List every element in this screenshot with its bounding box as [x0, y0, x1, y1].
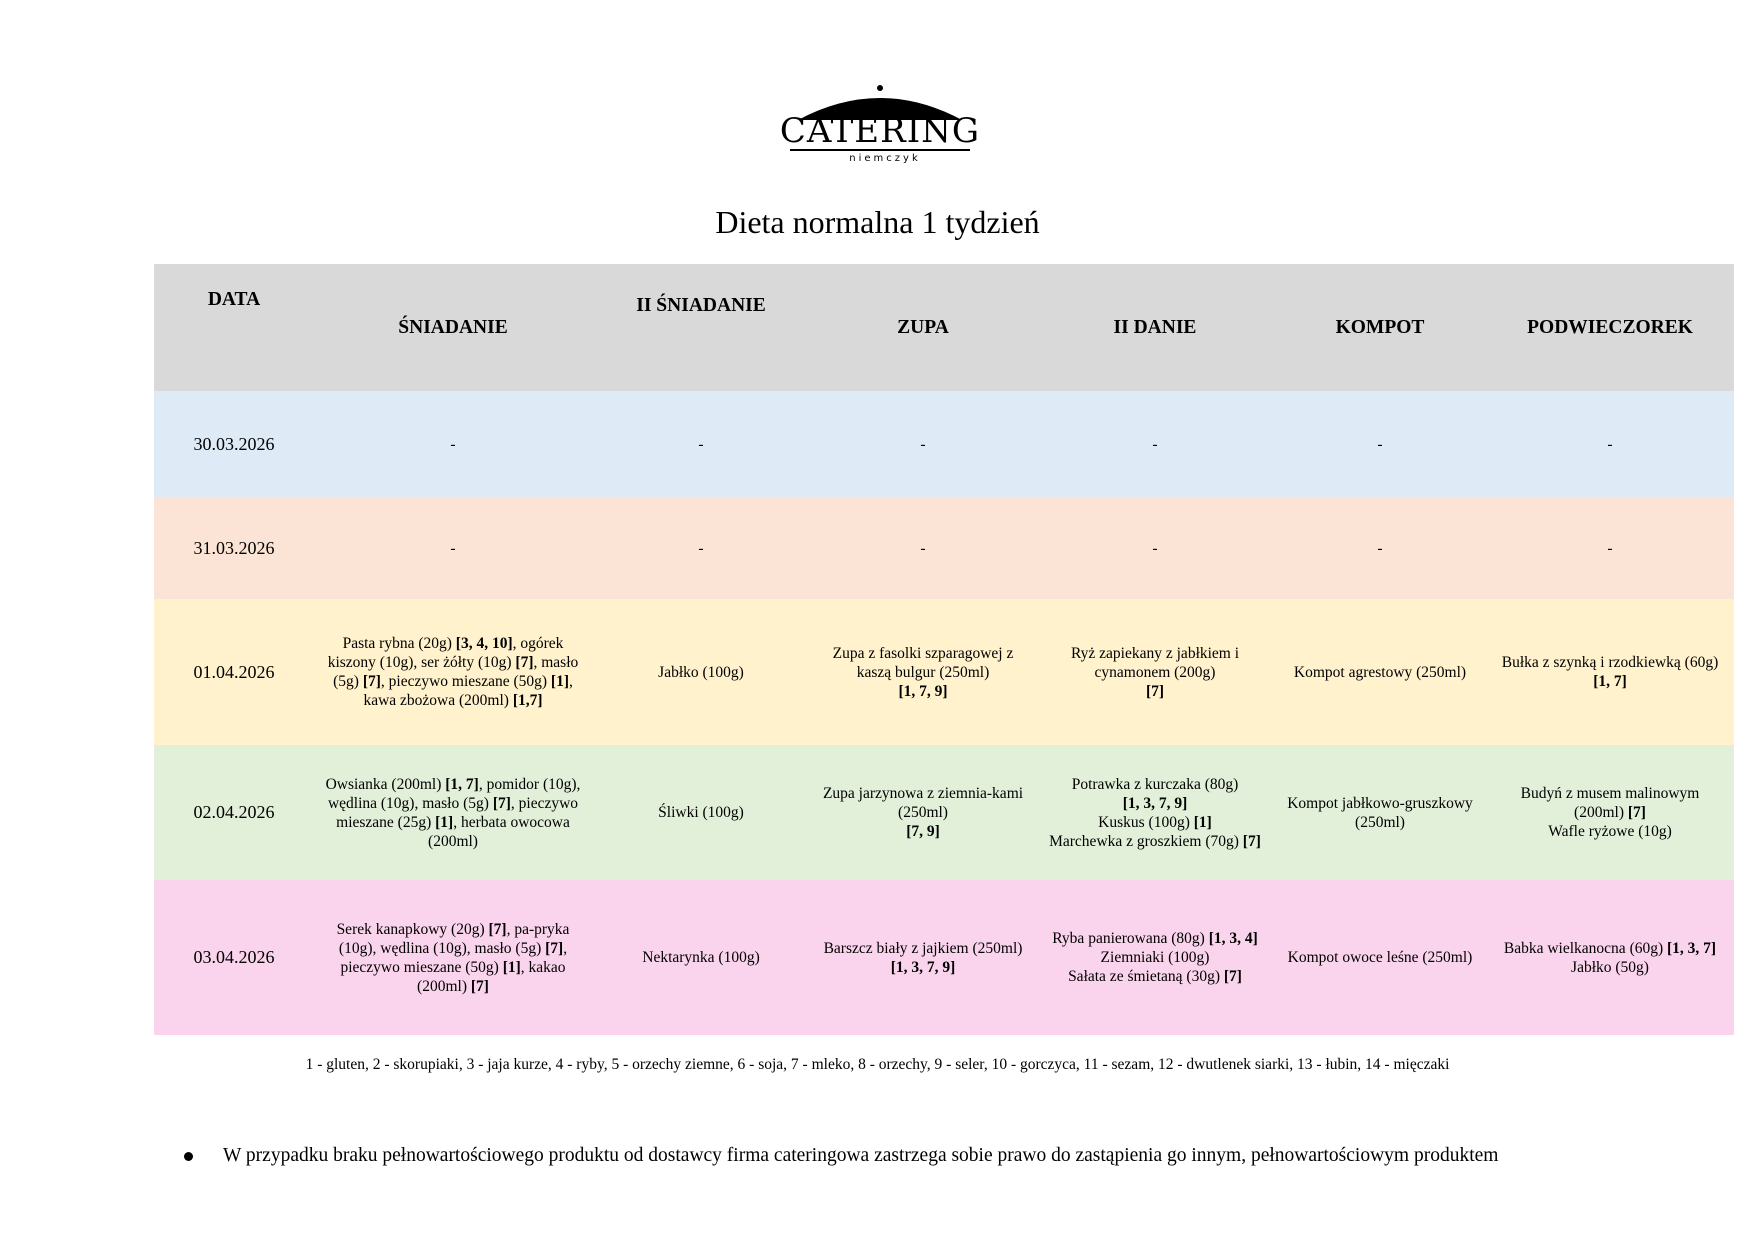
header-podwieczorek: PODWIECZOREK: [1486, 264, 1734, 391]
allergen-legend: 1 - gluten, 2 - skorupiaki, 3 - jaja kurze, 4 - ryby, 5 - orzechy ziemne, 6 - soja, 7 - mleko, 8 - orzechy, 9 - seler, 10 - gorczyca, 11 - sezam, 12 - dwutlenek siarki, 13 - łubin, 14 - mięczaki: [305, 1056, 1450, 1073]
meal-cell: Budyń z musem malinowym (200ml) [7] Wafle ryżowe (10g): [1486, 745, 1734, 880]
meal-cell: Ryż zapiekany z jabłkiem i cynamonem (200g) [7]: [1036, 599, 1274, 745]
header-row: [154, 264, 1734, 391]
meal-cell: Kompot owoce leśne (250ml): [1274, 880, 1486, 1035]
page-title: Dieta normalna 1 tydzień: [715, 204, 1040, 240]
meal-cell: Nektarynka (100g): [592, 880, 810, 1035]
meal-cell: Ryba panierowana (80g) [1, 3, 4] Ziemniaki (100g) Sałata ze śmietaną (30g) [7]: [1036, 880, 1274, 1035]
meal-cell: Potrawka z kurczaka (80g) [1, 3, 7, 9] Kuskus (100g) [1] Marchewka z groszkiem (70g) [7]: [1036, 745, 1274, 880]
meal-cell: Jabłko (100g): [592, 599, 810, 745]
meal-cell: Kompot agrestowy (250ml): [1274, 599, 1486, 745]
meal-cell: -: [1274, 497, 1486, 599]
meal-cell: Serek kanapkowy (20g) [7], pa-pryka (10g), wędlina (10g), masło (5g) [7], pieczywo mieszane (50g) [1], kakao (200ml) [7]: [314, 880, 592, 1035]
table-row: [154, 391, 1734, 497]
date-cell: 30.03.2026: [154, 391, 314, 497]
meal-cell: Zupa z fasolki szparagowej z kaszą bulgur (250ml) [1, 7, 9]: [810, 599, 1036, 745]
header-data: DATA: [154, 264, 314, 391]
meal-cell: -: [1486, 391, 1734, 497]
header-ii-sniadanie: II ŚNIADANIE: [592, 264, 810, 391]
date-cell: 03.04.2026: [154, 880, 314, 1035]
menu-table: [154, 264, 1734, 1035]
cloche-logo-graphic: [780, 80, 980, 170]
meal-cell: Kompot jabłkowo-gruszkowy (250ml): [1274, 745, 1486, 880]
table-row: [154, 745, 1734, 880]
catering-logo: [780, 80, 980, 170]
table-row: [154, 497, 1734, 599]
meal-cell: Bułka z szynką i rzodkiewką (60g) [1, 7]: [1486, 599, 1734, 745]
date-cell: 31.03.2026: [154, 497, 314, 599]
meal-cell: -: [592, 497, 810, 599]
meal-cell: Owsianka (200ml) [1, 7], pomidor (10g), wędlina (10g), masło (5g) [7], pieczywo mieszane (25g) [1], herbata owocowa (200ml): [314, 745, 592, 880]
logo-brand-text: CATERING: [780, 111, 980, 151]
date-cell: 01.04.2026: [154, 599, 314, 745]
meal-cell: -: [314, 391, 592, 497]
meal-cell: Śliwki (100g): [592, 745, 810, 880]
meal-cell: Zupa jarzynowa z ziemnia-kami (250ml) [7, 9]: [810, 745, 1036, 880]
header-sniadanie: ŚNIADANIE: [314, 264, 592, 391]
table-row: [154, 599, 1734, 745]
note-text: W przypadku braku pełnowartościowego produktu od dostawcy firma cateringowa zastrzega sobie prawo do zastąpienia go innym, pełnowartościowym produktem: [223, 1145, 1499, 1166]
logo-sub-text: niemczyk: [849, 153, 921, 164]
meal-cell: Barszcz biały z jajkiem (250ml) [1, 3, 7, 9]: [810, 880, 1036, 1035]
meal-cell: -: [810, 391, 1036, 497]
meal-cell: -: [810, 497, 1036, 599]
meal-cell: -: [1274, 391, 1486, 497]
meal-cell: Babka wielkanocna (60g) [1, 3, 7] Jabłko (50g): [1486, 880, 1734, 1035]
meal-cell: -: [1486, 497, 1734, 599]
meal-cell: -: [1036, 391, 1274, 497]
meal-cell: -: [1036, 497, 1274, 599]
header-ii-danie: II DANIE: [1036, 264, 1274, 391]
meal-cell: -: [592, 391, 810, 497]
header-zupa: ZUPA: [810, 264, 1036, 391]
substitution-note: [184, 1145, 1604, 1167]
meal-cell: Pasta rybna (20g) [3, 4, 10], ogórek kiszony (10g), ser żółty (10g) [7], masło (5g) [7], pieczywo mieszane (50g) [1], kawa zbożowa (200ml) [1,7]: [314, 599, 592, 745]
bullet-icon: [184, 1152, 193, 1161]
meal-cell: -: [314, 497, 592, 599]
table-row: [154, 880, 1734, 1035]
header-kompot: KOMPOT: [1274, 264, 1486, 391]
date-cell: 02.04.2026: [154, 745, 314, 880]
